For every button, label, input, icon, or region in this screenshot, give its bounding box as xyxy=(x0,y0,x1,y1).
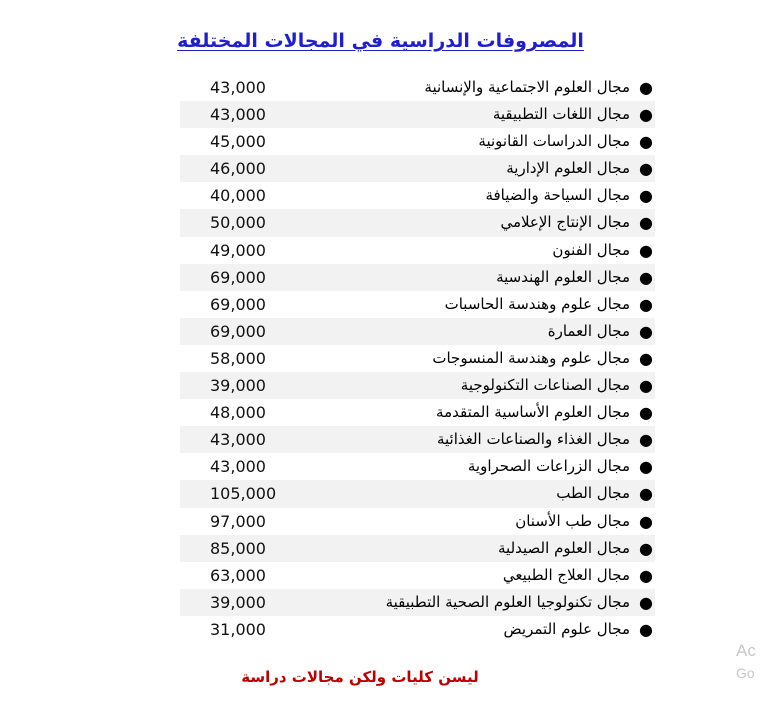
field-name: مجال الفنون xyxy=(552,240,630,259)
field-name: مجال السياحة والضيافة xyxy=(485,186,630,205)
list-item xyxy=(180,182,655,209)
list-item xyxy=(180,264,655,291)
field-name: مجال الغذاء والصناعات الغذائية xyxy=(436,430,630,449)
bullet-icon: ● xyxy=(639,105,653,125)
field-name: مجال علوم التمريض xyxy=(503,619,630,638)
bullet-icon: ● xyxy=(639,132,653,152)
field-fee: 105,000 xyxy=(210,484,277,504)
list-item xyxy=(180,562,655,589)
field-fee: 31,000 xyxy=(210,619,266,639)
field-fee: 43,000 xyxy=(210,457,266,477)
field-name: مجال العلوم الصيدلية xyxy=(498,538,630,557)
field-fee: 43,000 xyxy=(210,105,266,125)
list-item xyxy=(180,508,655,535)
field-fee: 40,000 xyxy=(210,186,266,206)
watermark-line-1: Ac xyxy=(736,641,756,660)
bullet-icon: ● xyxy=(639,430,653,450)
field-name: مجال الزراعات الصحراوية xyxy=(467,457,630,476)
list-item xyxy=(180,237,655,264)
field-name: مجال الطب xyxy=(556,484,630,503)
list-item xyxy=(180,616,655,643)
list-item xyxy=(180,74,655,101)
bullet-icon: ● xyxy=(639,403,653,423)
bullet-icon: ● xyxy=(639,511,653,531)
list-item xyxy=(180,318,655,345)
field-fee: 69,000 xyxy=(210,294,266,314)
bullet-icon: ● xyxy=(639,619,653,639)
bullet-icon: ● xyxy=(639,457,653,477)
field-name: مجال العمارة xyxy=(547,321,630,340)
list-item xyxy=(180,426,655,453)
bullet-icon: ● xyxy=(639,538,653,558)
field-name: مجال تكنولوجيا العلوم الصحية التطبيقية xyxy=(385,592,630,611)
list-item xyxy=(180,345,655,372)
list-item xyxy=(180,453,655,480)
list-item xyxy=(180,399,655,426)
field-fee: 48,000 xyxy=(210,403,266,423)
list-item xyxy=(180,101,655,128)
field-name: مجال العلوم الأساسية المتقدمة xyxy=(436,403,630,422)
list-item xyxy=(180,372,655,399)
activation-watermark xyxy=(736,640,756,684)
bullet-icon: ● xyxy=(639,159,653,179)
field-fee: 45,000 xyxy=(210,132,266,152)
bullet-icon: ● xyxy=(639,213,653,233)
field-fee: 69,000 xyxy=(210,321,266,341)
bullet-icon: ● xyxy=(639,294,653,314)
field-fee: 39,000 xyxy=(210,592,266,612)
bullet-icon: ● xyxy=(639,240,653,260)
field-name: مجال الدراسات القانونية xyxy=(478,132,630,151)
list-item xyxy=(180,535,655,562)
field-name: مجال العلوم الهندسية xyxy=(496,267,630,286)
list-item xyxy=(180,480,655,507)
field-name: مجال الإنتاج الإعلامي xyxy=(500,213,630,232)
list-item xyxy=(180,589,655,616)
bullet-icon: ● xyxy=(639,565,653,585)
field-name: مجال علوم وهندسة المنسوجات xyxy=(432,348,630,367)
bullet-icon: ● xyxy=(639,348,653,368)
field-fee: 63,000 xyxy=(210,565,266,585)
bullet-icon: ● xyxy=(639,321,653,341)
field-name: مجال العلوم الاجتماعية والإنسانية xyxy=(424,78,630,96)
bullet-icon: ● xyxy=(639,592,653,612)
field-fee: 49,000 xyxy=(210,240,266,260)
field-name: مجال الصناعات التكنولوجية xyxy=(460,376,630,395)
bullet-icon: ● xyxy=(639,186,653,206)
field-fee: 46,000 xyxy=(210,159,266,179)
list-item xyxy=(180,291,655,318)
field-fee: 43,000 xyxy=(210,78,266,97)
page-title: المصروفات الدراسية في المجالات المختلفة xyxy=(177,30,584,52)
bullet-icon: ● xyxy=(639,267,653,287)
bullet-icon: ● xyxy=(639,78,653,97)
field-name: مجال اللغات التطبيقية xyxy=(492,105,630,124)
field-name: مجال علوم وهندسة الحاسبات xyxy=(444,294,630,313)
field-fee: 39,000 xyxy=(210,376,266,396)
list-item xyxy=(180,128,655,155)
footnote: ليسن كليات ولكن مجالات دراسة xyxy=(241,668,479,686)
field-name: مجال طب الأسنان xyxy=(515,511,630,530)
bullet-icon: ● xyxy=(639,484,653,504)
field-fee: 97,000 xyxy=(210,511,266,531)
field-fee: 50,000 xyxy=(210,213,266,233)
watermark-line-2: Go xyxy=(736,665,755,681)
field-fee: 43,000 xyxy=(210,430,266,450)
field-name: مجال العلاج الطبيعي xyxy=(502,565,630,584)
field-fee: 85,000 xyxy=(210,538,266,558)
fees-list xyxy=(180,74,655,643)
list-item xyxy=(180,155,655,182)
field-fee: 69,000 xyxy=(210,267,266,287)
bullet-icon: ● xyxy=(639,376,653,396)
field-fee: 58,000 xyxy=(210,348,266,368)
field-name: مجال العلوم الإدارية xyxy=(506,159,630,178)
list-item xyxy=(180,209,655,236)
